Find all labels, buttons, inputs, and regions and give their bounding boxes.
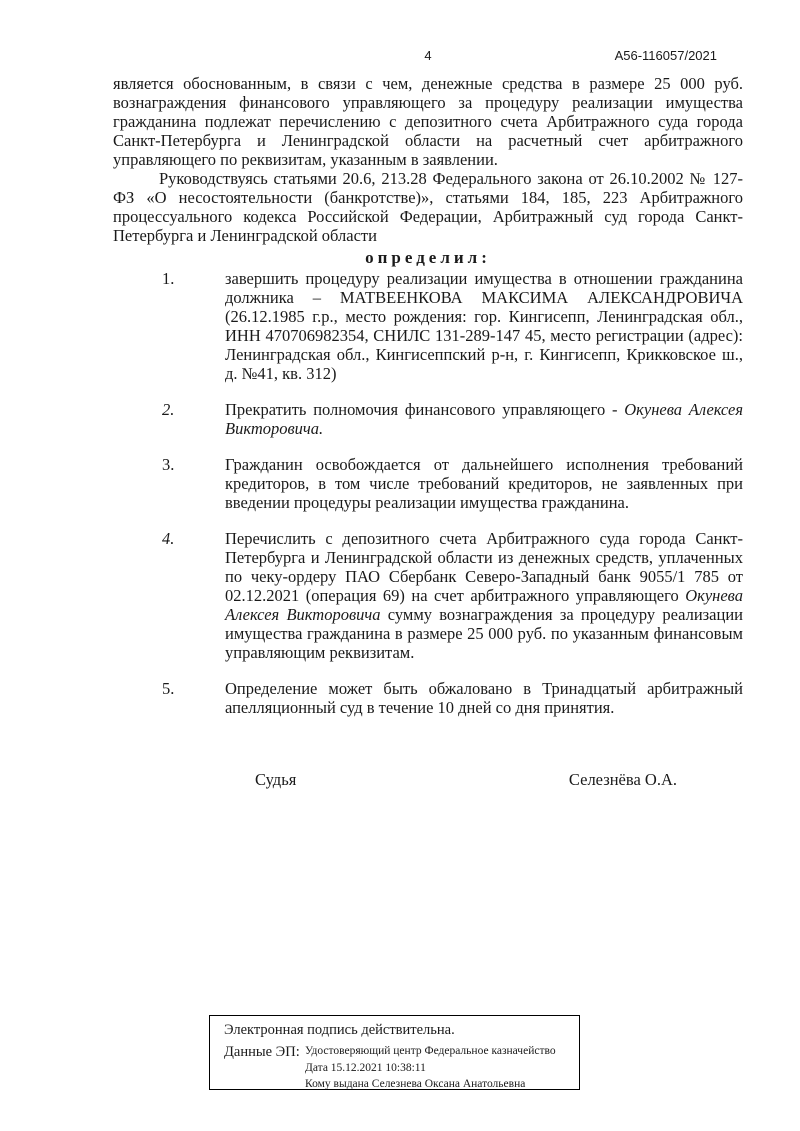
text-segment: завершить процедуру реализации имущества в отношении гражданина должника – МАТВЕЕНКОВА МАКСИМА АЛЕКСАНДРОВИЧА (26.12.1985 г.р., место рождения: гор. Кингисепп, Ленинградская обл., ИНН 470706982354, СНИЛС 131-289-147 45, место регистрации (адрес): Ленинградская обл., Кингисеппский р-н, г. Кингисепп, Крикковское ш., д. №41, кв. 312) <box>225 269 743 383</box>
text-segment-manager-name: Окунева Алексея Викторовича. <box>225 400 743 438</box>
ruling-item-number: 1. <box>162 269 175 288</box>
stamp-detail-date: Дата 15.12.2021 10:38:11 <box>305 1061 426 1074</box>
stamp-details <box>305 1043 556 1093</box>
ruling-item-number: 3. <box>162 455 175 474</box>
ruling-item-4 <box>113 529 743 662</box>
ruling-item-3 <box>113 455 743 512</box>
text-segment: Гражданин освобождается от дальнейшего исполнения требований кредиторов, в том числе требований кредиторов, не заявленных при введении процедуры реализации имущества гражданина. <box>225 455 743 512</box>
ruling-item-number: 4. <box>162 529 175 548</box>
page-number: 4 <box>424 48 432 63</box>
stamp-data-label: Данные ЭП: <box>224 1044 300 1060</box>
text-segment: сумму вознаграждения за процедуру реализации имущества гражданина в размере 25 000 руб. по указанным финансовым управляющим реквизитам. <box>225 605 743 662</box>
ruling-list <box>113 269 743 717</box>
stamp-detail-issued-to: Кому выдана Селезнева Оксана Анатольевна <box>305 1078 526 1090</box>
text-segment: Перечислить с депозитного счета Арбитражного суда города Санкт-Петербурга и Ленинградской области из денежных средств, уплаченных по чеку-ордеру ПАО Сбербанк Северо-Западный банк 9055/1 785 от 02.12.2021 (операция 69) на счет арбитражного управляющего <box>225 529 743 605</box>
ruling-item-number: 5. <box>162 679 175 698</box>
judge-name: Селезнёва О.А. <box>568 770 677 789</box>
ruling-heading: определил: <box>365 248 491 267</box>
judge-label: Судья <box>255 770 297 789</box>
document-body <box>113 74 743 717</box>
ruling-item-5 <box>113 679 743 717</box>
case-number: А56-116057/2021 <box>614 48 717 63</box>
ruling-item-number: 2. <box>162 400 175 419</box>
text-segment: Прекратить полномочия финансового управляющего - <box>225 400 625 419</box>
ruling-item-1 <box>113 269 743 383</box>
electronic-signature-stamp <box>209 1015 580 1090</box>
ruling-item-2 <box>113 400 743 438</box>
signature-block <box>113 770 743 789</box>
paragraph-guided-by: Руководствуясь статьями 20.6, 213.28 Федерального закона от 26.10.2002 № 127-ФЗ «О несостоятельности (банкротстве)», статьями 184, 185, 223 Арбитражного процессуального кодекса Российской Федерации, Арбитражный суд города Санкт-Петербурга и Ленинградской области <box>113 169 743 245</box>
paragraph-funds-transfer: является обоснованным, в связи с чем, денежные средства в размере 25 000 руб. вознаграждения финансового управляющего за процедуру реализации имущества гражданина подлежат перечислению с депозитного счета Арбитражного суда города Санкт-Петербурга и Ленинградской области на расчетный счет арбитражного управляющего по реквизитам, указанным в заявлении. <box>113 74 743 169</box>
text-segment-manager-name: Окунева Алексея Викторовича <box>225 586 743 624</box>
stamp-detail-authority: Удостоверяющий центр Федеральное казначейство <box>305 1045 556 1057</box>
stamp-data-row <box>224 1043 571 1093</box>
stamp-validity-text: Электронная подпись действительна. <box>224 1022 455 1038</box>
text-segment: Определение может быть обжаловано в Тринадцатый арбитражный апелляционный суд в течение 10 дней со дня принятия. <box>225 679 743 717</box>
